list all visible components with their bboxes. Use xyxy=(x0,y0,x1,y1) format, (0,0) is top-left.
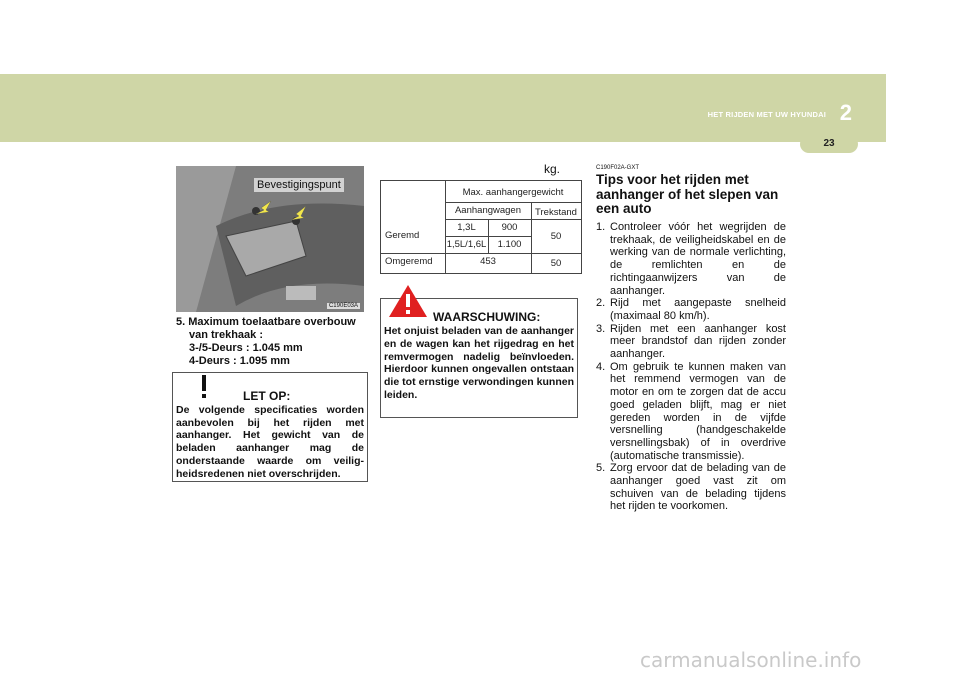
table-line xyxy=(445,202,581,203)
braked-label: Geremd xyxy=(385,230,420,241)
exclamation-icon xyxy=(187,371,221,401)
warning-text: Het onjuist beladen van de aanhanger en de wagen kan het rijgedrag en het remvermogen nadelig beïnvloeden. Hierdoor kunnen ongevallen ontstaan die tot ernstige verwondingen kunnen leiden. xyxy=(384,325,574,401)
note-title: LET OP: xyxy=(243,389,291,403)
warning-box xyxy=(380,298,578,418)
table-line xyxy=(445,236,531,237)
table-line xyxy=(381,253,581,254)
page-number: 23 xyxy=(800,135,858,153)
list-item: 5. Zorg ervoor dat de belading van de aanhanger goed vast zit om schuiven van de belading tijdens het rijden te voorkomen. xyxy=(596,462,786,513)
braked-1: 900 xyxy=(501,222,518,233)
unbraked-value: 453 xyxy=(480,256,496,267)
overhang-heading: 5. Maximum toelaatbare overbouw xyxy=(176,316,356,328)
section-code: C190F02A-GXT xyxy=(596,165,640,171)
unit-label: kg. xyxy=(544,162,561,176)
figure-code: C190E03A xyxy=(328,303,358,309)
note-text: De volgende specificaties worden aanbevolen bij het rijden met aanhanger. Het gewicht van de beladen aanhanger mag de onderstaande waarde om veilig-heidsredenen niet overschrijden. xyxy=(176,404,364,480)
braked-2: 1.100 xyxy=(497,239,522,250)
unbraked-label: Omgeremd xyxy=(385,256,433,267)
list-item: 3. Rijden met een aanhanger kost meer brandstof dan rijden zonder aanhanger. xyxy=(596,322,786,361)
list-item: 1. Controleer vóór het wegrijden de trekhaak, de veiligheidskabel en de werking van de normale verlichting, de remlichten en de richtingaanwijzers van de aanhanger. xyxy=(596,221,786,297)
overhang-4-door: 4-Deurs : 1.095 mm xyxy=(189,355,290,367)
max-overhang-spec xyxy=(176,316,368,368)
overhang-3-5-door: 3-/5-Deurs : 1.045 mm xyxy=(189,342,303,354)
trailer-weight-table xyxy=(380,180,582,274)
warning-title: WAARSCHUWING: xyxy=(433,310,541,324)
drawbar-header: Trekstand xyxy=(535,207,577,218)
list-item: 4. Om gebruik te kunnen maken van het remmend vermogen van de motor en om te zorgen dat de accu goed geladen blijft, mag er niet gereden worden in de vijfde versnelling (handgeschakelde versnellingsbak) of in overdrive (automatische transmissie). xyxy=(596,360,786,462)
note-box xyxy=(172,372,368,482)
header-band xyxy=(0,74,886,142)
warning-triangle-icon xyxy=(387,283,429,319)
attachment-point-label: Bevestigingspunt xyxy=(254,178,344,192)
chapter-number: 2 xyxy=(839,100,852,125)
trailer-header: Aanhangwagen xyxy=(454,205,522,216)
header-title: HET RIJDEN MET UW HYUNDAI xyxy=(707,110,826,119)
section-title: Tips voor het rijden met aanhanger of het slepen van een auto xyxy=(596,172,779,216)
watermark: carmanualsonline.info xyxy=(640,648,862,672)
towing-hitch-photo xyxy=(176,166,364,312)
unbraked-drawbar: 50 xyxy=(550,258,562,269)
braked-drawbar: 50 xyxy=(550,231,562,242)
overhang-heading-cont: van trekhaak : xyxy=(189,329,263,341)
engine-1: 1,3L xyxy=(457,222,476,233)
table-line xyxy=(531,219,581,220)
max-weight-header: Max. aanhangergewicht xyxy=(462,187,564,198)
list-item: 2. Rijd met aangepaste snelheid (maximaal 80 km/h). xyxy=(596,297,786,322)
towing-tips-list xyxy=(596,221,786,513)
engine-2: 1,5L/1,6L xyxy=(446,239,487,250)
